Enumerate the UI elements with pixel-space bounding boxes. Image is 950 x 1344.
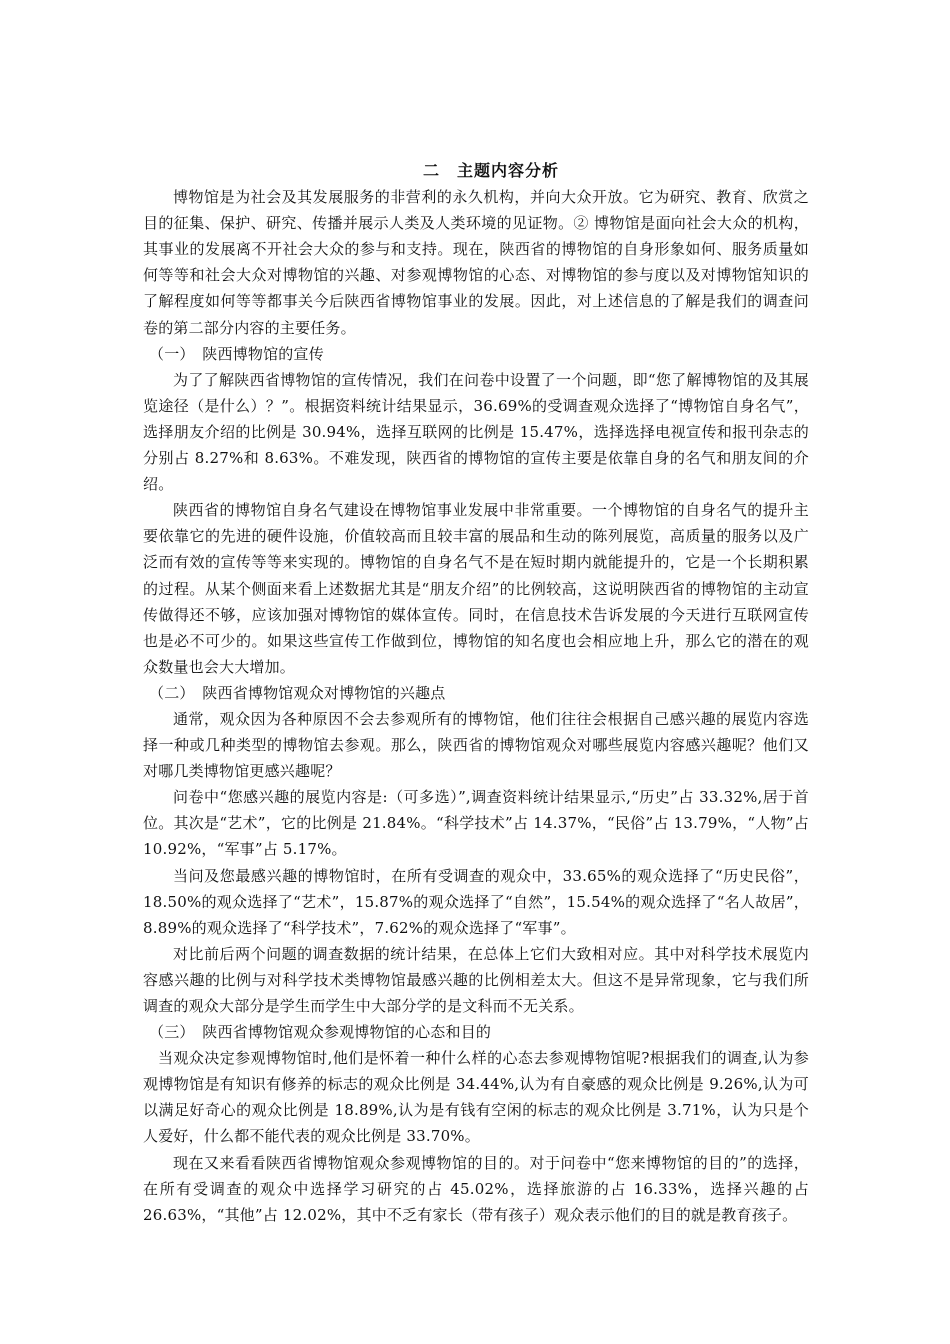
subsection-publicity (143, 341, 809, 680)
subsection-heading: （三） 陕西省博物馆观众参观博物馆的心态和目的 (149, 1023, 492, 1042)
body-paragraph: 陕西省的博物馆自身名气建设在博物馆事业发展中非常重要。一个博物馆的自身名气的提升主要依靠它的先进的硬件设施，价值较高而且较丰富的展品和生动的陈列展览，高质量的服务以及广泛而有效的宣传等等来实现的。博物馆的自身名气不是在短时期内就能提升的，它是一个长期积累的过程。从某个侧面来看上述数据尤其是“朋友介绍”的比例较高，这说明陕西省的博物馆的主动宣传做得还不够，应该加强对博物馆的媒体宣传。同时，在信息技术告诉发展的今天进行互联网宣传也是必不可少的。如果这些宣传工作做到位，博物馆的知名度也会相应地上升，那么它的潜在的观众数量也会大大增加。 (143, 501, 809, 676)
body-paragraph: 对比前后两个问题的调查数据的统计结果，在总体上它们大致相对应。其中对科学技术展览内容感兴趣的比例与对科学技术类博物馆最感兴趣的比例相差太大。但这不是异常现象，它与我们所调查的观众大部分是学生而学生中大部分学的是文科而不无关系。 (143, 944, 809, 1015)
body-paragraph: 为了了解陕西省博物馆的宣传情况，我们在问卷中设置了一个问题，即“您了解博物馆的及其展览途径（是什么）？”。根据资料统计结果显示，36.69%的受调查观众选择了“博物馆自身名气”，选择朋友介绍的比例是 30.94%，选择互联网的比例是 15.47%，选择选择电视宣传和报刊杂志的分别占 8.27%和 8.63%。不难发现，陕西省的博物馆的宣传主要是依靠自身的名气和朋友间的介绍。 (143, 370, 809, 494)
document-body (143, 158, 809, 1228)
body-paragraph: 当观众决定参观博物馆时,他们是怀着一种什么样的心态去参观博物馆呢?根据我们的调查,认为参观博物馆是有知识有修养的标志的观众比例是 34.44%,认为有自豪感的观众比例是 9.26%,认为可以满足好奇心的观众比例是 18.89%,认为是有钱有空闲的标志的观众比例是 3.71%，认为只是个人爱好，什么都不能代表的观众比例是 33.70%。 (143, 1049, 809, 1146)
section-title: 二 主题内容分析 (422, 161, 559, 180)
body-paragraph: 当问及您最感兴趣的博物馆时，在所有受调查的观众中，33.65%的观众选择了“历史民俗”，18.50%的观众选择了“艺术”，15.87%的观众选择了“自然”，15.54%的观众选择了“名人故居”，8.89%的观众选择了“科学技术”，7.62%的观众选择了“军事”。 (143, 866, 809, 937)
body-paragraph: 现在又来看看陕西省博物馆观众参观博物馆的目的。对于问卷中“您来博物馆的目的”的选择，在所有受调查的观众中选择学习研究的占 45.02%，选择旅游的占 16.33%，选择兴趣的占 26.63%，“其他”占 12.02%，其中不乏有家长（带有孩子）观众表示他们的目的就是教育孩子。 (143, 1153, 809, 1224)
subsection-heading: （一） 陕西博物馆的宣传 (149, 344, 324, 363)
body-paragraph: 问卷中“您感兴趣的展览内容是:（可多选）”,调查资料统计结果显示,“历史”占 33.32%,居于首位。其次是“艺术”，它的比例是 21.84%。“科学技术”占 14.37%，“民俗”占 13.79%，“人物”占 10.92%，“军事”占 5.17%。 (143, 788, 809, 859)
intro-paragraph: 博物馆是为社会及其发展服务的非营利的永久机构，并向大众开放。它为研究、教育、欣赏之目的征集、保护、研究、传播并展示人类及人类环境的见证物。② 博物馆是面向社会大众的机构，其事业的发展离不开社会大众的参与和支持。现在，陕西省的博物馆的自身形象如何、服务质量如何等等和社会大众对博物馆的兴趣、对参观博物馆的心态、对博物馆的参与度以及对博物馆知识的了解程度如何等等都事关今后陕西省博物馆事业的发展。因此，对上述信息的了解是我们的调查问卷的第二部分内容的主要任务。 (143, 188, 809, 337)
subsection-interests (143, 680, 809, 1019)
subsection-heading: （二） 陕西省博物馆观众对博物馆的兴趣点 (149, 683, 446, 702)
body-paragraph: 通常，观众因为各种原因不会去参观所有的博物馆，他们往往会根据自己感兴趣的展览内容选择一种或几种类型的博物馆去参观。那么，陕西省的博物馆观众对哪些展览内容感兴趣呢？他们又对哪几类博物馆更感兴趣呢？ (143, 709, 809, 781)
subsection-mindset (143, 1019, 809, 1228)
